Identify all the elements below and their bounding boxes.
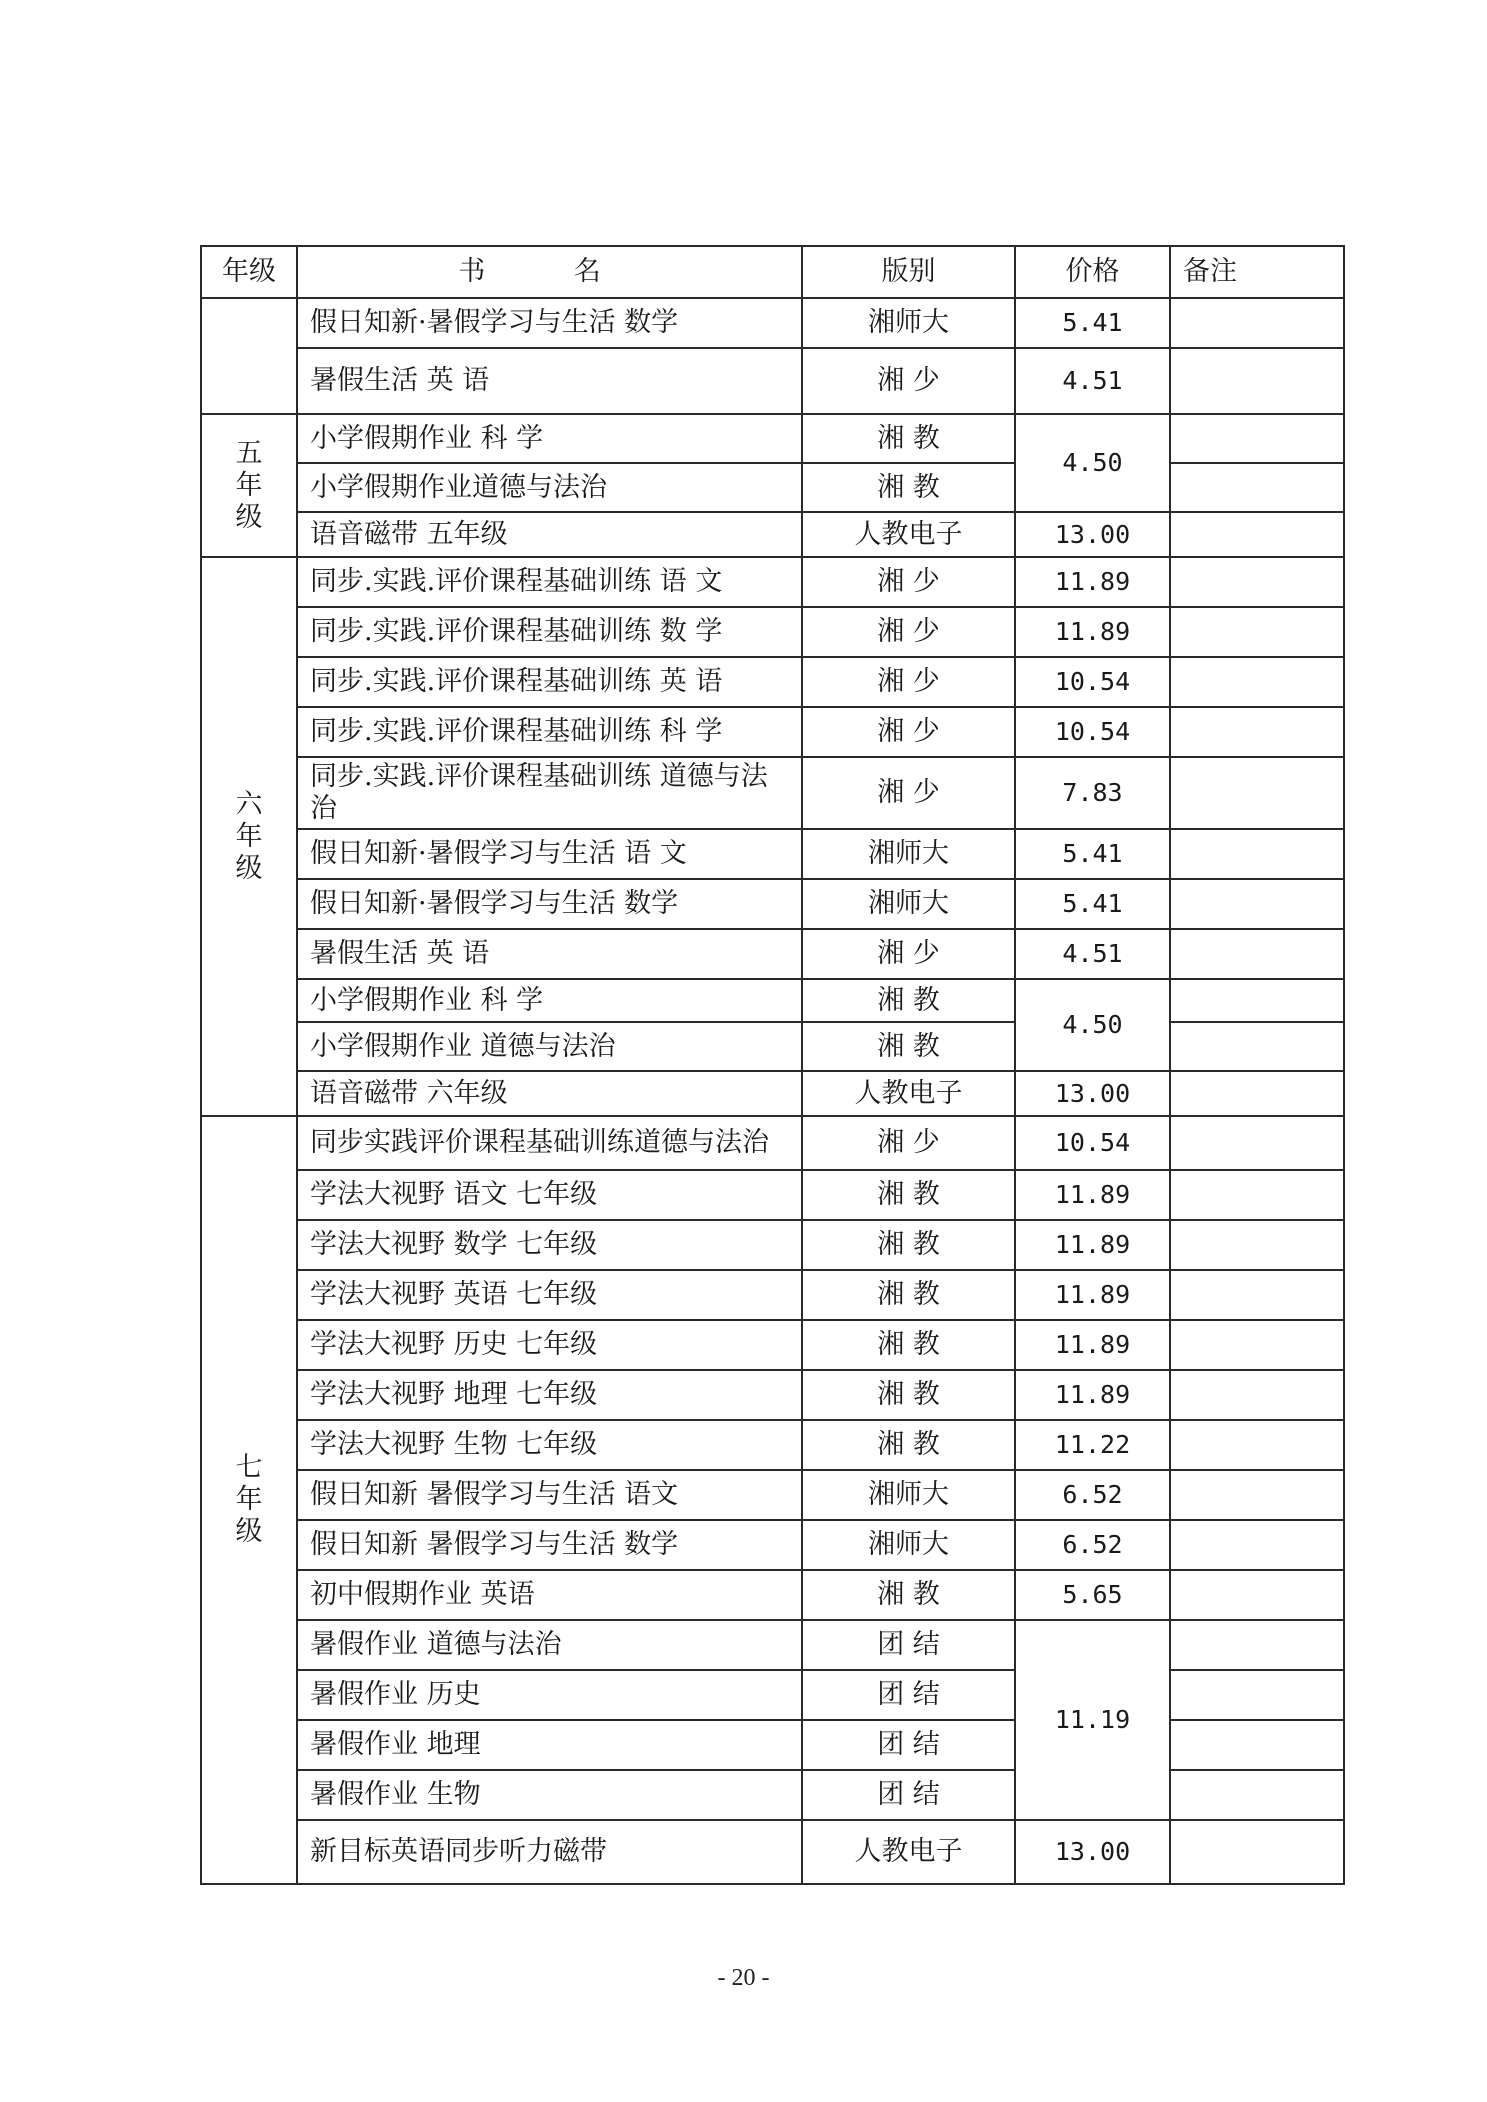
table-row [201,1270,1344,1320]
table-row [201,1116,1344,1170]
note-cell [1170,1720,1344,1770]
book-title-cell: 暑假作业 历史 [297,1670,802,1720]
table-row [201,557,1344,607]
price-cell: 11.89 [1015,1270,1170,1320]
price-cell: 4.51 [1015,929,1170,979]
table-row [201,348,1344,414]
price-cell: 11.89 [1015,1220,1170,1270]
table-body [201,298,1344,1884]
publisher-cell: 湘 教 [802,1170,1015,1220]
price-cell: 6.52 [1015,1470,1170,1520]
header-grade: 年级 [201,246,297,298]
price-cell: 11.89 [1015,1370,1170,1420]
publisher-cell: 湘 教 [802,1022,1015,1071]
table-row [201,929,1344,979]
note-cell [1170,1071,1344,1116]
publisher-cell: 团 结 [802,1620,1015,1670]
note-cell [1170,1170,1344,1220]
book-title-cell: 学法大视野 语文 七年级 [297,1170,802,1220]
publisher-cell: 湘师大 [802,879,1015,929]
publisher-cell: 湘 教 [802,1270,1015,1320]
book-title-cell: 小学假期作业 科 学 [297,979,802,1022]
grade-cell [201,414,297,557]
publisher-cell: 人教电子 [802,1820,1015,1884]
publisher-cell: 湘 教 [802,979,1015,1022]
table-row [201,1320,1344,1370]
publisher-cell: 人教电子 [802,512,1015,557]
header-price: 价格 [1015,246,1170,298]
publisher-cell: 湘师大 [802,1470,1015,1520]
price-cell: 11.22 [1015,1420,1170,1470]
table-row [201,1770,1344,1820]
book-title-cell: 学法大视野 地理 七年级 [297,1370,802,1420]
note-cell [1170,829,1344,879]
book-title-cell: 学法大视野 数学 七年级 [297,1220,802,1270]
table-row [201,1670,1344,1720]
note-cell [1170,557,1344,607]
table-row [201,879,1344,929]
table-row [201,1370,1344,1420]
note-cell [1170,657,1344,707]
table-row [201,512,1344,557]
book-title-cell: 同步实践评价课程基础训练道德与法治 [297,1116,802,1170]
table-row [201,829,1344,879]
publisher-cell: 湘 少 [802,607,1015,657]
publisher-cell: 湘 教 [802,1370,1015,1420]
table-row [201,1420,1344,1470]
grade-label: 五年级 [235,437,263,533]
book-title-cell: 初中假期作业 英语 [297,1570,802,1620]
publisher-cell: 湘 教 [802,1420,1015,1470]
note-cell [1170,1470,1344,1520]
grade-cell [201,298,297,414]
price-cell: 5.65 [1015,1570,1170,1620]
publisher-cell: 湘 教 [802,1220,1015,1270]
book-title-cell: 学法大视野 英语 七年级 [297,1270,802,1320]
note-cell [1170,1770,1344,1820]
table-row [201,757,1344,829]
book-title-cell: 同步.实践.评价课程基础训练 语 文 [297,557,802,607]
price-cell: 5.41 [1015,829,1170,879]
price-cell: 11.89 [1015,1170,1170,1220]
book-title-cell: 学法大视野 历史 七年级 [297,1320,802,1370]
book-title-cell: 小学假期作业道德与法治 [297,463,802,512]
header-title: 书 名 [297,246,802,298]
table-row [201,657,1344,707]
price-cell: 10.54 [1015,707,1170,757]
table-row [201,463,1344,512]
table-row [201,1720,1344,1770]
publisher-cell: 湘 少 [802,557,1015,607]
publisher-cell: 湘 教 [802,1320,1015,1370]
book-title-cell: 假日知新 暑假学习与生活 数学 [297,1520,802,1570]
publisher-cell: 湘 少 [802,657,1015,707]
note-cell [1170,1220,1344,1270]
table-row [201,1170,1344,1220]
publisher-cell: 团 结 [802,1720,1015,1770]
price-cell: 10.54 [1015,657,1170,707]
note-cell [1170,1320,1344,1370]
book-title-cell: 假日知新 暑假学习与生活 语文 [297,1470,802,1520]
publisher-cell: 湘 少 [802,757,1015,829]
table-row [201,1470,1344,1520]
note-cell [1170,1570,1344,1620]
price-cell: 5.41 [1015,879,1170,929]
publisher-cell: 团 结 [802,1670,1015,1720]
table-row [201,1620,1344,1670]
note-cell [1170,979,1344,1022]
price-cell: 13.00 [1015,1071,1170,1116]
note-cell [1170,757,1344,829]
book-title-cell: 同步.实践.评价课程基础训练 科 学 [297,707,802,757]
book-title-cell: 语音磁带 六年级 [297,1071,802,1116]
publisher-cell: 湘 少 [802,707,1015,757]
table-row [201,1820,1344,1884]
note-cell [1170,1370,1344,1420]
note-cell [1170,1820,1344,1884]
book-title-cell: 暑假生活 英 语 [297,929,802,979]
book-title-cell: 同步.实践.评价课程基础训练 道德与法治 [297,757,802,829]
grade-label: 六年级 [235,788,263,884]
book-title-cell: 暑假生活 英 语 [297,348,802,414]
note-cell [1170,414,1344,463]
publisher-cell: 湘师大 [802,1520,1015,1570]
grade-cell [201,1116,297,1884]
price-cell: 4.51 [1015,348,1170,414]
price-cell: 11.89 [1015,1320,1170,1370]
book-title-cell: 同步.实践.评价课程基础训练 英 语 [297,657,802,707]
note-cell [1170,1116,1344,1170]
publisher-cell: 湘 少 [802,348,1015,414]
price-cell: 11.89 [1015,607,1170,657]
note-cell [1170,1270,1344,1320]
publisher-cell: 湘 教 [802,463,1015,512]
page-number: - 20 - [717,1965,770,1991]
table-row [201,1520,1344,1570]
note-cell [1170,463,1344,512]
note-cell [1170,1520,1344,1570]
price-cell: 5.41 [1015,298,1170,348]
table-row [201,707,1344,757]
price-cell: 10.54 [1015,1116,1170,1170]
table-header-row [201,246,1344,298]
note-cell [1170,607,1344,657]
price-cell: 11.89 [1015,557,1170,607]
note-cell [1170,707,1344,757]
note-cell [1170,348,1344,414]
price-cell: 13.00 [1015,1820,1170,1884]
price-cell: 4.50 [1015,979,1170,1071]
book-title-cell: 小学假期作业 道德与法治 [297,1022,802,1071]
table-row [201,298,1344,348]
price-cell: 11.19 [1015,1620,1170,1820]
book-title-cell: 语音磁带 五年级 [297,512,802,557]
note-cell [1170,1620,1344,1670]
table-row [201,1570,1344,1620]
grade-label: 七年级 [235,1452,263,1547]
table-row [201,1071,1344,1116]
book-title-cell: 同步.实践.评价课程基础训练 数 学 [297,607,802,657]
note-cell [1170,1670,1344,1720]
table-row [201,1220,1344,1270]
table-row [201,979,1344,1022]
table-row [201,414,1344,463]
publisher-cell: 团 结 [802,1770,1015,1820]
table-row [201,607,1344,657]
price-cell: 7.83 [1015,757,1170,829]
note-cell [1170,929,1344,979]
book-price-table [200,245,1345,1885]
publisher-cell: 人教电子 [802,1071,1015,1116]
book-title-cell: 新目标英语同步听力磁带 [297,1820,802,1884]
publisher-cell: 湘师大 [802,829,1015,879]
publisher-cell: 湘 教 [802,414,1015,463]
book-title-cell: 假日知新·暑假学习与生活 数学 [297,298,802,348]
header-note: 备注 [1170,246,1344,298]
book-title-cell: 暑假作业 生物 [297,1770,802,1820]
header-publisher: 版别 [802,246,1015,298]
book-title-cell: 学法大视野 生物 七年级 [297,1420,802,1470]
publisher-cell: 湘 少 [802,929,1015,979]
table-row [201,1022,1344,1071]
price-cell: 6.52 [1015,1520,1170,1570]
book-title-cell: 假日知新·暑假学习与生活 语 文 [297,829,802,879]
publisher-cell: 湘师大 [802,298,1015,348]
price-cell: 4.50 [1015,414,1170,512]
book-title-cell: 暑假作业 道德与法治 [297,1620,802,1670]
note-cell [1170,298,1344,348]
publisher-cell: 湘 教 [802,1570,1015,1620]
price-cell: 13.00 [1015,512,1170,557]
book-title-cell: 假日知新·暑假学习与生活 数学 [297,879,802,929]
note-cell [1170,1022,1344,1071]
note-cell [1170,879,1344,929]
note-cell [1170,1420,1344,1470]
publisher-cell: 湘 少 [802,1116,1015,1170]
note-cell [1170,512,1344,557]
grade-cell [201,557,297,1116]
book-title-cell: 小学假期作业 科 学 [297,414,802,463]
book-title-cell: 暑假作业 地理 [297,1720,802,1770]
